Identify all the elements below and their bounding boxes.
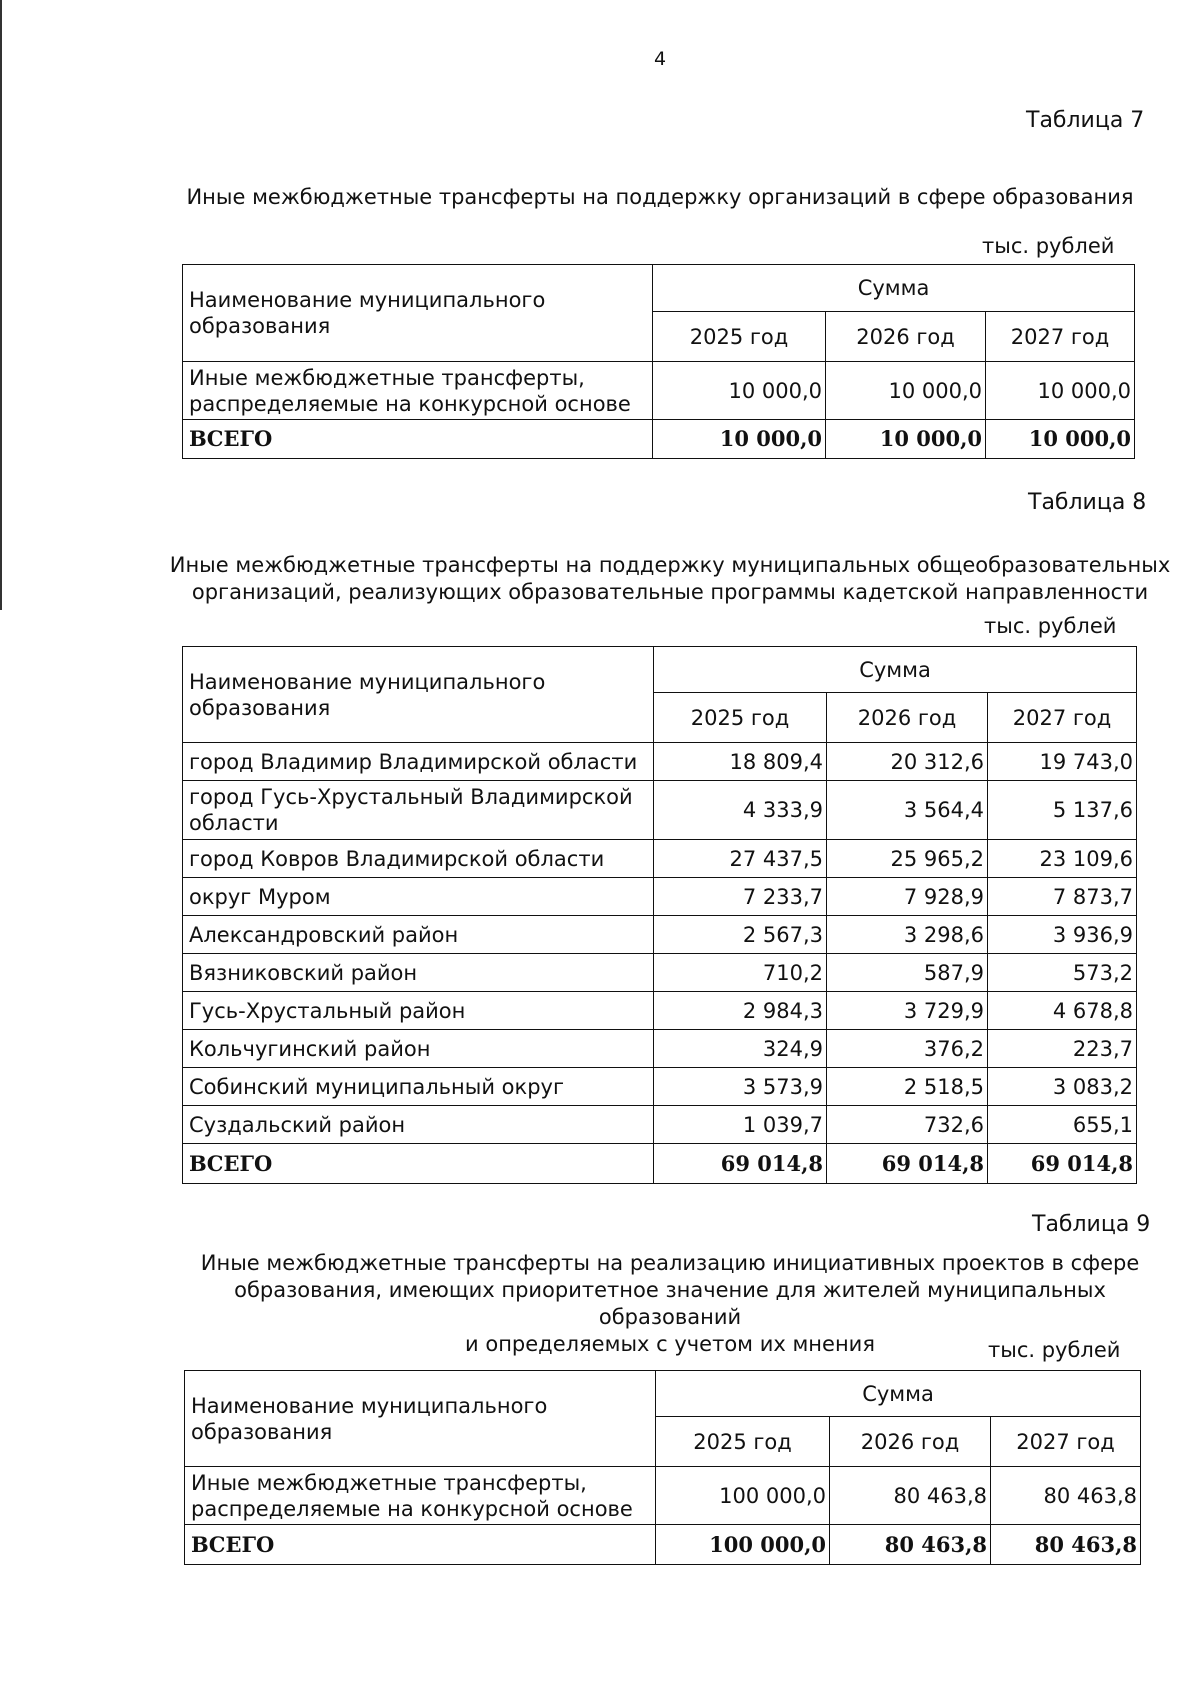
- table-row: [183, 878, 1137, 916]
- row-name: Иные межбюджетные трансферты, распределяемые на конкурсной основе: [183, 362, 653, 420]
- table-row: [183, 992, 1137, 1030]
- value-2025: 2 567,3: [654, 916, 827, 954]
- value-2026: 3 729,9: [827, 992, 988, 1030]
- header-sum: Сумма: [656, 1371, 1141, 1417]
- total-2027: 69 014,8: [988, 1144, 1137, 1184]
- value-2025: 4 333,9: [654, 781, 827, 840]
- table8: [182, 646, 1137, 1184]
- table7-label: Таблица 7: [1026, 108, 1145, 133]
- row-name: город Гусь-Хрустальный Владимирской области: [183, 781, 654, 840]
- value-2026: 7 928,9: [827, 878, 988, 916]
- table-row: [183, 1106, 1137, 1144]
- value-2027: 223,7: [988, 1030, 1137, 1068]
- header-year-2027: 2027 год: [986, 312, 1135, 362]
- table7: [182, 264, 1135, 459]
- value-2027: 3 936,9: [988, 916, 1137, 954]
- table9-title: Иные межбюджетные трансферты на реализацию инициативных проектов в сфере образования, имеющих приоритетное значение для жителей муниципальных образований и определяемых с учетом их мнения: [200, 1251, 1140, 1356]
- scan-edge-line: [0, 0, 2, 610]
- total-row: [183, 420, 1135, 459]
- header-year-2027: 2027 год: [991, 1417, 1141, 1467]
- header-year-2026: 2026 год: [826, 312, 986, 362]
- table-row: [183, 743, 1137, 781]
- value-2025: 3 573,9: [654, 1068, 827, 1106]
- value-2026: 3 298,6: [827, 916, 988, 954]
- table-row: [183, 954, 1137, 992]
- page-number: 4: [653, 48, 667, 70]
- table7-title: Иные межбюджетные трансферты на поддержку организаций в сфере образования: [186, 185, 1134, 209]
- value-2026: 25 965,2: [827, 840, 988, 878]
- total-row: [185, 1525, 1141, 1565]
- value-2027: 23 109,6: [988, 840, 1137, 878]
- table8-label: Таблица 8: [1028, 490, 1147, 515]
- value-2026: 2 518,5: [827, 1068, 988, 1106]
- value-2025: 1 039,7: [654, 1106, 827, 1144]
- value-2025: 18 809,4: [654, 743, 827, 781]
- value-2027: 19 743,0: [988, 743, 1137, 781]
- value-2027: 655,1: [988, 1106, 1137, 1144]
- row-name: Гусь-Хрустальный район: [183, 992, 654, 1030]
- value-2027: 4 678,8: [988, 992, 1137, 1030]
- table9-label: Таблица 9: [1032, 1212, 1151, 1237]
- row-name: Кольчугинский район: [183, 1030, 654, 1068]
- header-year-2027: 2027 год: [988, 693, 1137, 743]
- value-2027: 7 873,7: [988, 878, 1137, 916]
- table-row: [183, 1030, 1137, 1068]
- table9-unit: тыс. рублей: [988, 1338, 1121, 1362]
- value-2025: 710,2: [654, 954, 827, 992]
- table8-unit: тыс. рублей: [984, 614, 1117, 638]
- total-2025: 69 014,8: [654, 1144, 827, 1184]
- row-name: город Ковров Владимирской области: [183, 840, 654, 878]
- table7-unit: тыс. рублей: [982, 234, 1115, 258]
- value-2027: 3 083,2: [988, 1068, 1137, 1106]
- header-year-2025: 2025 год: [653, 312, 826, 362]
- header-year-2025: 2025 год: [656, 1417, 830, 1467]
- value-2026: 376,2: [827, 1030, 988, 1068]
- table-row: [183, 1068, 1137, 1106]
- total-2025: 10 000,0: [653, 420, 826, 459]
- row-name: Суздальский район: [183, 1106, 654, 1144]
- header-year-2025: 2025 год: [654, 693, 827, 743]
- value-2027: 10 000,0: [986, 362, 1135, 420]
- value-2025: 324,9: [654, 1030, 827, 1068]
- value-2025: 2 984,3: [654, 992, 827, 1030]
- table8-title: Иные межбюджетные трансферты на поддержку муниципальных общеобразовательных организаций, реализующих образовательные программы кадетской направленности: [169, 553, 1171, 604]
- total-2026: 10 000,0: [826, 420, 986, 459]
- total-2027: 10 000,0: [986, 420, 1135, 459]
- total-2026: 69 014,8: [827, 1144, 988, 1184]
- header-year-2026: 2026 год: [827, 693, 988, 743]
- table-row: [183, 916, 1137, 954]
- total-label: ВСЕГО: [183, 1144, 654, 1184]
- row-name: Собинский муниципальный округ: [183, 1068, 654, 1106]
- header-name-col: Наименование муниципального образования: [183, 265, 653, 362]
- value-2026: 20 312,6: [827, 743, 988, 781]
- total-2025: 100 000,0: [656, 1525, 830, 1565]
- value-2026: 587,9: [827, 954, 988, 992]
- table9: [184, 1370, 1141, 1565]
- header-year-2026: 2026 год: [830, 1417, 991, 1467]
- header-sum: Сумма: [654, 647, 1137, 693]
- row-name: округ Муром: [183, 878, 654, 916]
- value-2027: 5 137,6: [988, 781, 1137, 840]
- value-2026: 3 564,4: [827, 781, 988, 840]
- table-row: [183, 781, 1137, 840]
- header-name-col: Наименование муниципального образования: [185, 1371, 656, 1467]
- header-name-col: Наименование муниципального образования: [183, 647, 654, 743]
- row-name: город Владимир Владимирской области: [183, 743, 654, 781]
- value-2027: 573,2: [988, 954, 1137, 992]
- total-row: [183, 1144, 1137, 1184]
- total-label: ВСЕГО: [185, 1525, 656, 1565]
- row-name: Вязниковский район: [183, 954, 654, 992]
- total-2027: 80 463,8: [991, 1525, 1141, 1565]
- value-2025: 27 437,5: [654, 840, 827, 878]
- value-2025: 100 000,0: [656, 1467, 830, 1525]
- value-2026: 10 000,0: [826, 362, 986, 420]
- value-2025: 10 000,0: [653, 362, 826, 420]
- value-2027: 80 463,8: [991, 1467, 1141, 1525]
- header-sum: Сумма: [653, 265, 1135, 312]
- value-2026: 732,6: [827, 1106, 988, 1144]
- value-2025: 7 233,7: [654, 878, 827, 916]
- total-2026: 80 463,8: [830, 1525, 991, 1565]
- table-row: [183, 840, 1137, 878]
- row-name: Александровский район: [183, 916, 654, 954]
- row-name: Иные межбюджетные трансферты, распределяемые на конкурсной основе: [185, 1467, 656, 1525]
- table-row: [183, 362, 1135, 420]
- table-row: [185, 1467, 1141, 1525]
- total-label: ВСЕГО: [183, 420, 653, 459]
- value-2026: 80 463,8: [830, 1467, 991, 1525]
